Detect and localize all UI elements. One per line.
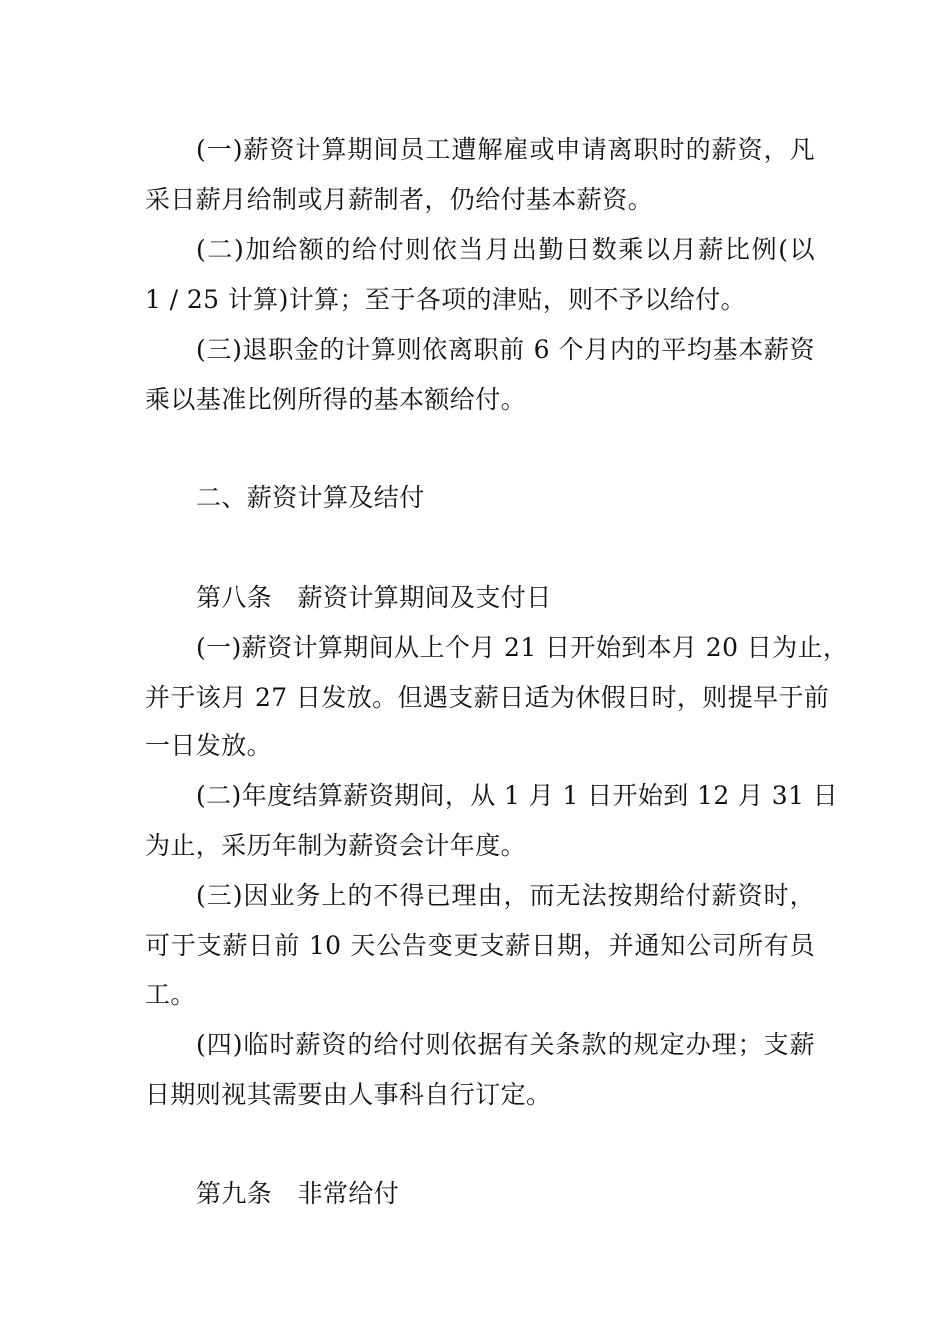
paragraph-3-line-1: (三)退职金的计算则依离职前 6 个月内的平均基本薪资 xyxy=(196,335,815,364)
article-8-paragraph-1-line-3: 一日发放。 xyxy=(145,731,273,760)
article-8-paragraph-1-line-2: 并于该月 27 日发放。但遇支薪日适为休假日时，则提早于前 xyxy=(145,683,830,712)
paragraph-3-line-2: 乘以基准比例所得的基本额给付。 xyxy=(145,385,527,414)
section-heading: 二、薪资计算及结付 xyxy=(196,483,425,512)
article-8-paragraph-1-line-1: (一)薪资计算期间从上个月 21 日开始到本月 20 日为止， xyxy=(196,633,849,662)
article-8-paragraph-2-line-2: 为止，采历年制为薪资会计年度。 xyxy=(145,831,527,860)
paragraph-2-line-2: 1 / 25 计算)计算；至于各项的津贴，则不予以给付。 xyxy=(145,285,746,314)
article-8-paragraph-3-line-1: (三)因业务上的不得已理由，而无法按期给付薪资时， xyxy=(196,881,815,910)
article-8-paragraph-4-line-2: 日期则视其需要由人事科自行订定。 xyxy=(145,1080,552,1109)
paragraph-1-line-2: 采日薪月给制或月薪制者，仍给付基本薪资。 xyxy=(145,185,654,214)
paragraph-2-line-1: (二)加给额的给付则依当月出勤日数乘以月薪比例(以 xyxy=(196,235,815,264)
article-9-title: 第九条 非常给付 xyxy=(196,1179,400,1208)
paragraph-1-line-1: (一)薪资计算期间员工遭解雇或申请离职时的薪资，凡 xyxy=(196,135,815,164)
article-8-paragraph-4-line-1: (四)临时薪资的给付则依据有关条款的规定办理；支薪 xyxy=(196,1030,815,1059)
article-8-paragraph-2-line-1: (二)年度结算薪资期间，从 1 月 1 日开始到 12 月 31 日 xyxy=(196,781,839,810)
article-8-paragraph-3-line-3: 工。 xyxy=(145,980,196,1009)
article-8-paragraph-3-line-2: 可于支薪日前 10 天公告变更支薪日期，并通知公司所有员 xyxy=(145,931,815,960)
article-8-title: 第八条 薪资计算期间及支付日 xyxy=(196,583,552,612)
